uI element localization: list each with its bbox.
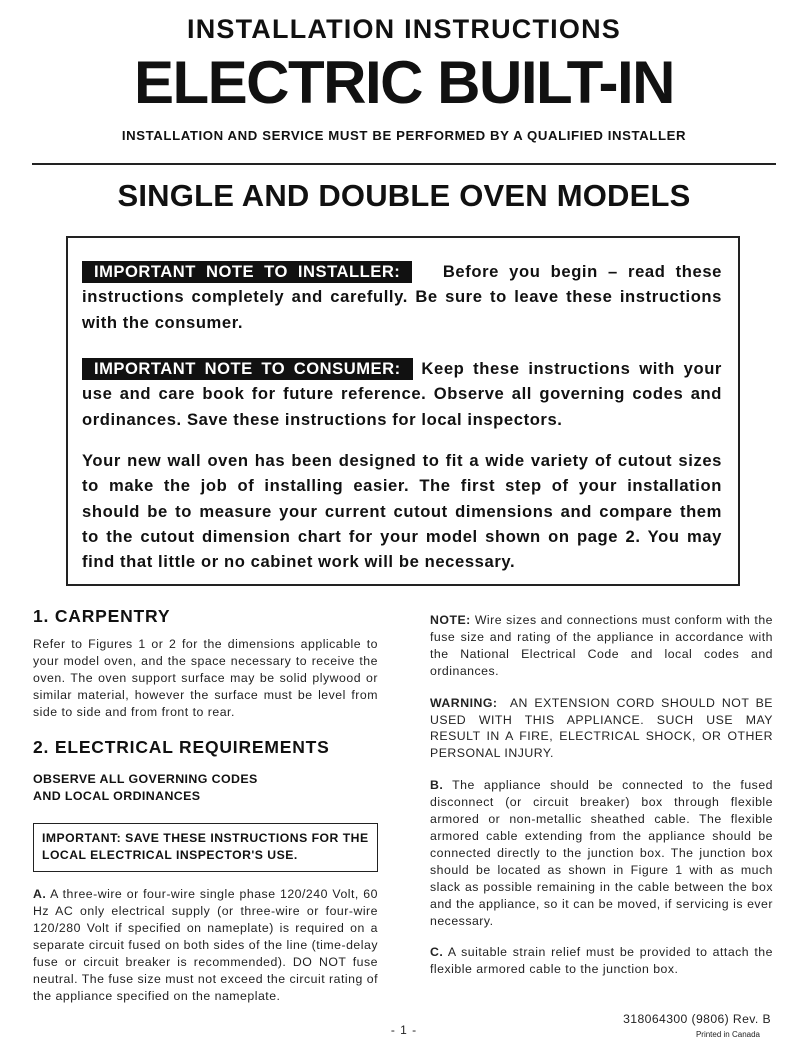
requirement-c [430, 944, 773, 978]
carpentry-text: Refer to Figures 1 or 2 for the dimensions applicable to your model oven, and the space necessary to receive the oven. The oven support surface may be solid plywood or similar material, however the surface must be level from side to side and from front to rear. [33, 636, 378, 719]
wire-note-text: Wire sizes and connections must conform with the fuse size and rating of the appliance in accordance with the National Electrical Code and local codes and ordinances. [430, 613, 773, 678]
consumer-note [82, 356, 722, 432]
carpentry-heading: 1. CARPENTRY [33, 606, 171, 626]
extension-cord-warning [430, 695, 773, 763]
requirement-b-label: B. [430, 778, 444, 793]
requirement-b [430, 777, 773, 929]
document-number: 318064300 (9806) Rev. B [623, 1012, 771, 1026]
oven-intro-paragraph: Your new wall oven has been designed to fit a wide variety of cutout sizes to make the job of installing easier. The first step of your installation should be to measure your current cutout dimensions and compare them to the cutout dimension chart for your model shown on page 2. You may find that little or no cabinet work will be necessary. [82, 451, 722, 572]
requirement-c-text: A suitable strain relief must be provided to attach the flexible armored cable to the junction box. [430, 945, 773, 977]
installer-note-tag: IMPORTANT NOTE TO INSTALLER: [82, 261, 412, 283]
document-pre-title: INSTALLATION INSTRUCTIONS [187, 14, 621, 44]
electrical-subheading-line2: AND LOCAL ORDINANCES [33, 789, 201, 804]
installer-note [82, 259, 722, 335]
wire-note [430, 612, 773, 680]
left-column [33, 608, 378, 1005]
electrical-heading: 2. ELECTRICAL REQUIREMENTS [33, 737, 330, 758]
requirement-c-label: C. [430, 945, 444, 960]
header-divider [32, 163, 776, 165]
inspector-important-box: IMPORTANT: SAVE THESE INSTRUCTIONS FOR THE LOCAL ELECTRICAL INSPECTOR'S USE. [33, 823, 378, 872]
consumer-note-text: Keep these instructions with your use and care book for future reference. Observe all governing codes and ordinances. Save these instructions for local inspectors. [82, 359, 722, 429]
installer-note-text: Before you begin – read these instructions completely and carefully. Be sure to leave these instructions with the consumer. [82, 262, 723, 332]
wire-note-label: NOTE: [430, 613, 471, 627]
qualified-installer-warning: INSTALLATION AND SERVICE MUST BE PERFORMED BY A QUALIFIED INSTALLER [121, 128, 687, 143]
requirement-b-text: The appliance should be connected to the fused disconnect (or circuit breaker) box through flexible armored or non-metallic sheathed cable. The flexible armored cable extending from the appliance should be connected directly to the junction box. The junction box should be located as shown in Figure 1 with as much slack as possible remaining in the cable between the box and the appliance, so it can be moved, if servicing is ever necessary. [430, 778, 773, 928]
consumer-note-tag: IMPORTANT NOTE TO CONSUMER: [82, 358, 413, 380]
warning-label: WARNING: [430, 695, 498, 710]
warning-text: AN EXTENSION CORD SHOULD NOT BE USED WITH THIS APPLIANCE. SUCH USE MAY RESULT IN A FIRE, ELECTRICAL SHOCK, OR OTHER PERSONAL INJURY. [430, 695, 773, 761]
document-main-title: ELECTRIC BUILT-IN [133, 49, 675, 116]
electrical-subheading-line1: OBSERVE ALL GOVERNING CODES [33, 772, 258, 787]
requirement-a [33, 886, 378, 1004]
requirement-a-text: A three-wire or four-wire single phase 120/240 Volt, 60 Hz AC only electrical supply (or three-wire or four-wire 120/280 Volt if specified on nameplate) is required on a separate circuit fused on both sides of the line (time-delay fuse or circuit breaker is recommended). DO NOT fuse neutral. The fuse size must not exceed the circuit rating of the appliance specified on the nameplate. [33, 887, 378, 1003]
requirement-a-label: A. [33, 887, 47, 902]
printed-in-canada: Printed in Canada [695, 1030, 760, 1039]
page-number: - 1 - [390, 1023, 418, 1037]
models-title: SINGLE AND DOUBLE OVEN MODELS [117, 178, 691, 213]
right-column [430, 612, 773, 978]
